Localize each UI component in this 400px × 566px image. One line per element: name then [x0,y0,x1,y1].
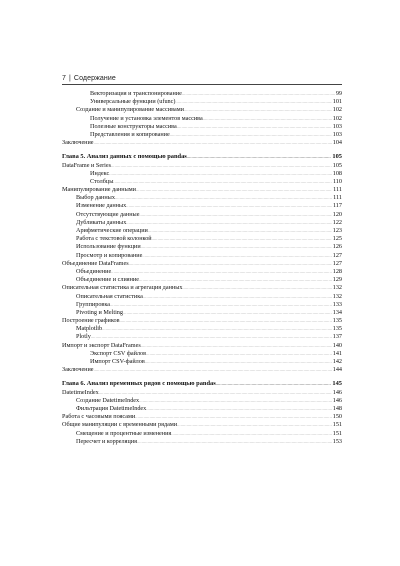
toc-entry-page: 128 [332,267,342,275]
toc-entry-title: DatetimeIndex [62,388,99,396]
toc-entry[interactable] [62,276,342,284]
toc-leader-dots [148,227,332,235]
toc-entry-page: 105 [332,153,342,161]
toc-entry[interactable] [62,98,342,106]
toc-entry[interactable] [62,397,342,405]
toc-entry-page: 125 [332,235,342,243]
toc-leader-dots [146,350,332,358]
toc-entry[interactable] [62,235,342,243]
toc-leader-dots [137,438,332,446]
toc-entry[interactable] [62,252,342,260]
toc-entry[interactable] [62,438,342,446]
toc-leader-dots [94,366,332,374]
toc-entry[interactable] [62,268,342,276]
toc-entry-title: Дубликаты данных [76,218,127,226]
toc-leader-dots [139,397,332,405]
toc-entry-title: Получение и установка элементов массива [90,114,203,122]
toc-leader-dots [123,309,332,317]
toc-entry-page: 110 [332,177,342,185]
toc-entry-page: 108 [332,169,342,177]
toc-entry-page: 117 [332,202,342,210]
toc-entry-page: 148 [332,404,342,412]
toc-entry[interactable] [62,389,342,397]
toc-leader-dots [182,90,335,98]
toc-entry-title: Выбор данных [76,194,115,202]
toc-entry-title: Объединение [76,267,112,275]
toc-chapter-entry[interactable] [62,153,342,161]
toc-entry-title: Pivoting и Melting [76,308,123,316]
toc-leader-dots [152,235,332,243]
toc-leader-dots [120,317,332,325]
toc-entry-page: 126 [332,243,342,251]
page-number: 7 [62,75,66,82]
toc-leader-dots [111,268,332,276]
toc-leader-dots [141,243,332,251]
toc-entry[interactable] [62,178,342,186]
toc-entry-title: Манипулирование данными [62,186,136,194]
toc-leader-dots [143,293,332,301]
toc-entry[interactable] [62,123,342,131]
toc-entry-title: Matplotlib [76,325,103,333]
table-of-contents [62,90,342,446]
toc-entry-title: Универсальные функции (ufunc) [90,98,176,106]
toc-entry[interactable] [62,421,342,429]
toc-entry[interactable] [62,162,342,170]
toc-entry-page: 144 [332,366,342,374]
toc-leader-dots [141,342,332,350]
toc-entry-page: 123 [332,227,342,234]
toc-entry[interactable] [62,260,342,268]
toc-entry[interactable] [62,131,342,139]
toc-leader-dots [126,219,331,227]
toc-leader-dots [102,325,332,333]
toc-leader-dots [129,260,332,268]
running-header [62,75,116,82]
toc-leader-dots [109,170,331,178]
toc-entry-page: 146 [332,388,342,396]
header-title: Содержание [73,75,116,82]
toc-chapter-entry[interactable] [62,380,342,388]
toc-entry[interactable] [62,350,342,358]
toc-entry-title: DataFrame и Series [62,161,112,169]
toc-leader-dots [110,301,332,309]
toc-leader-dots [126,202,332,210]
toc-entry[interactable] [62,139,342,147]
toc-entry-title: Создание DatetimeIndex [76,396,140,404]
toc-entry[interactable] [62,325,342,333]
toc-leader-dots [184,106,332,114]
toc-leader-dots [142,252,331,260]
toc-entry-page: 102 [332,106,342,114]
toc-leader-dots [170,131,332,139]
toc-entry[interactable] [62,227,342,235]
toc-entry-title: Представления и копирование [90,130,170,138]
toc-entry[interactable] [62,219,342,227]
toc-entry-page: 104 [332,139,342,147]
toc-leader-dots [177,421,332,429]
toc-entry-title: Использование функции [76,243,141,251]
toc-entry-page: 132 [332,284,342,292]
toc-entry-page: 127 [332,259,342,267]
toc-leader-dots [216,380,332,388]
toc-entry[interactable] [62,333,342,341]
toc-entry-title: Объединение и слияние [76,276,139,284]
toc-entry[interactable] [62,430,342,438]
toc-entry[interactable] [62,413,342,421]
toc-entry-page: 153 [332,437,342,445]
toc-leader-dots [203,115,332,123]
toc-entry-title: Арифметические операции [76,227,148,234]
toc-entry[interactable] [62,309,342,317]
toc-entry[interactable] [62,194,342,202]
toc-entry[interactable] [62,405,342,413]
toc-entry[interactable] [62,284,342,292]
toc-leader-dots [136,186,332,194]
toc-entry-page: 103 [332,130,342,138]
toc-entry-page: 129 [332,276,342,284]
toc-entry-title: Работа с текстовой колонкой [76,235,152,243]
toc-entry-page: 134 [332,308,342,316]
toc-entry-title: Plotly [76,333,91,341]
toc-entry-page: 151 [332,421,342,429]
toc-entry-page: 140 [332,341,342,349]
toc-entry-page: 135 [332,317,342,325]
toc-entry-page: 146 [332,396,342,404]
toc-entry-page: 122 [332,218,342,226]
toc-leader-dots [99,389,332,397]
toc-entry-title: Создание и манипулирование массивами [76,106,184,114]
toc-entry-page: 151 [332,429,342,437]
toc-entry[interactable] [62,186,342,194]
toc-entry-page: 111 [333,194,342,202]
toc-entry-title: Группировка [76,300,110,308]
toc-entry-page: 103 [332,122,342,130]
toc-entry[interactable] [62,366,342,374]
toc-entry-title: Построение графиков [62,317,120,325]
toc-entry-page: 105 [332,161,342,169]
toc-leader-dots [171,430,331,438]
toc-entry-title: Импорт и экспорт DataFrames [62,341,141,349]
toc-entry-title: Заключение [62,366,94,374]
toc-entry-page: 101 [332,98,342,106]
toc-entry-page: 137 [332,333,342,341]
toc-leader-dots [115,194,332,202]
toc-entry-title: Глава 5. Анализ данных с помощью pandas [62,153,187,161]
toc-entry-title: Работа с часовыми поясами [62,413,136,421]
toc-entry-title: Отсутствующие данные [76,210,140,218]
toc-entry-title: Пересчет и корреляция [76,437,137,445]
toc-leader-dots [145,358,332,366]
toc-leader-dots [135,413,332,421]
toc-entry-page: 150 [332,413,342,421]
toc-entry[interactable] [62,90,342,98]
toc-entry-title: Фильтрация DatetimeIndex [76,404,147,412]
toc-entry-page: 135 [332,325,342,333]
toc-entry[interactable] [62,293,342,301]
toc-entry-title: Изменение данных [76,202,127,210]
toc-entry-page: 133 [332,300,342,308]
toc-entry-page: 102 [332,114,342,122]
toc-entry-title: Индекс [90,169,110,177]
toc-leader-dots [91,333,332,341]
toc-entry[interactable] [62,106,342,114]
toc-entry-title: Векторизация и транспонирование [90,90,182,97]
toc-leader-dots [139,211,331,219]
toc-entry-title: Описательная статистика и агрегация данных [62,284,183,292]
toc-entry[interactable] [62,243,342,251]
toc-entry-title: Смещение и процентные изменения [76,429,172,437]
toc-leader-dots [111,162,332,170]
header-rule [62,84,342,85]
toc-entry-title: Столбцы [90,177,114,185]
toc-entry-title: Заключение [62,139,94,147]
toc-entry[interactable] [62,115,342,123]
toc-entry-title: Глава 6. Анализ временных рядов с помощью pandas [62,380,216,388]
header-separator: | [69,75,71,82]
toc-entry-title: Экспорт CSV файлов [90,349,146,357]
toc-leader-dots [146,405,331,413]
toc-leader-dots [113,178,332,186]
toc-entry-page: 141 [332,349,342,357]
toc-leader-dots [177,123,332,131]
toc-entry[interactable] [62,301,342,309]
toc-entry[interactable] [62,342,342,350]
toc-leader-dots [175,98,331,106]
toc-entry-title: Описательная статистика [76,292,143,300]
toc-entry[interactable] [62,202,342,210]
toc-entry-page: 127 [332,251,342,259]
toc-leader-dots [94,139,332,147]
toc-entry-title: Импорт CSV-файлов [90,358,145,365]
toc-entry[interactable] [62,317,342,325]
toc-entry-title: Объединение DataFrames [62,259,129,267]
toc-entry-page: 145 [332,380,342,388]
toc-entry[interactable] [62,170,342,178]
toc-entry-page: 99 [335,90,342,97]
toc-entry-title: Полезные конструкторы массива [90,122,177,130]
toc-leader-dots [139,276,332,284]
toc-entry[interactable] [62,211,342,219]
toc-leader-dots [187,153,332,161]
toc-entry-page: 120 [332,210,342,218]
toc-entry-page: 142 [332,358,342,365]
toc-entry-page: 111 [333,186,342,194]
toc-entry-title: Просмотр и копирование [76,251,143,259]
toc-entry-title: Общие манипуляции с временными рядами [62,421,178,429]
toc-entry[interactable] [62,358,342,366]
toc-entry-page: 132 [332,292,342,300]
toc-leader-dots [182,284,331,292]
